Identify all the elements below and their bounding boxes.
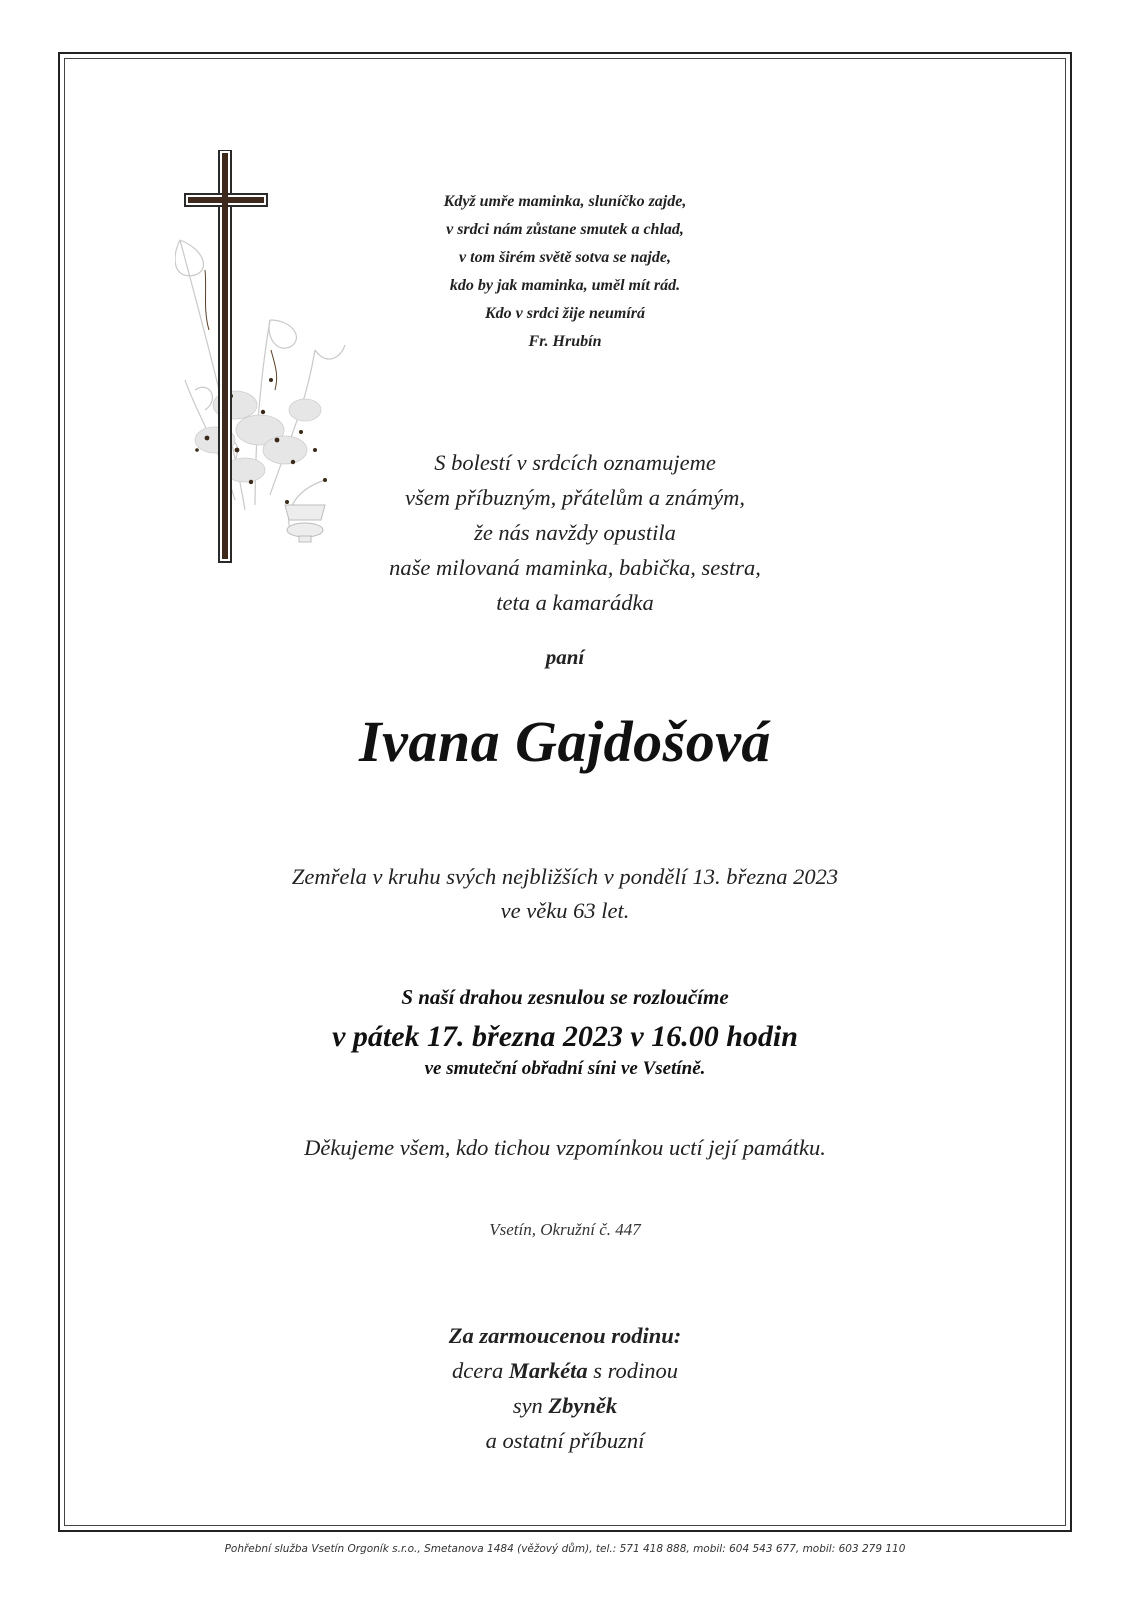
daughter-suffix: s rodinou [593, 1358, 679, 1383]
farewell-datetime: v pátek 17. března 2023 v 16.00 hodin [332, 1020, 798, 1053]
announcement-line: S bolestí v srdcích oznamujeme [434, 450, 716, 475]
poem-line: kdo by jak maminka, uměl mít rád. [449, 277, 681, 294]
poem [0, 188, 1130, 356]
announcement-line: naše milovaná maminka, babička, sestra, [389, 555, 761, 580]
family-daughter [0, 1353, 1130, 1388]
poem-line: Kdo v srdci žije neumírá [484, 305, 645, 322]
poem-line: v srdci nám zůstane smutek a chlad, [446, 221, 684, 238]
poem-line: v tom širém světě sotva se najde, [459, 249, 671, 266]
thanks-text: Děkujeme všem, kdo tichou vzpomínkou uctí její památku. [304, 1135, 826, 1160]
death-info [0, 860, 1130, 928]
announcement-line: že nás navždy opustila [474, 520, 676, 545]
family-others: a ostatní příbuzní [485, 1428, 645, 1453]
announcement-line: všem příbuzným, přátelům a známým, [405, 485, 745, 510]
honorific: paní [545, 645, 585, 669]
family-address: Vsetín, Okružní č. 447 [489, 1220, 641, 1239]
son-name: Zbyněk [548, 1393, 618, 1418]
farewell-intro: S naší drahou zesnulou se rozloučíme [401, 985, 729, 1009]
daughter-name: Markéta [508, 1358, 588, 1383]
daughter-prefix: dcera [451, 1358, 504, 1383]
poem-line: Když umře maminka, sluníčko zajde, [443, 193, 687, 210]
farewell-location: ve smuteční obřadní síni ve Vsetíně. [424, 1058, 706, 1079]
age-line: ve věku 63 let. [500, 898, 630, 923]
announcement [0, 445, 1130, 620]
family-son [0, 1388, 1130, 1423]
announcement-line: teta a kamarádka [496, 590, 654, 615]
son-prefix: syn [512, 1393, 543, 1418]
family-heading: Za zarmoucenou rodinu: [448, 1323, 682, 1348]
family-block [0, 1318, 1130, 1458]
deceased-name: Ivana Gajdošová [359, 709, 771, 774]
death-date-line: Zemřela v kruhu svých nejbližších v pondělí 13. března 2023 [291, 864, 839, 889]
footer-funeral-service: Pohřební služba Vsetín Orgoník s.r.o., Smetanova 1484 (věžový dům), tel.: 571 418 888, mobil: 604 543 677, mobil: 603 279 110 [224, 1543, 906, 1555]
poem-author: Fr. Hrubín [528, 333, 602, 350]
